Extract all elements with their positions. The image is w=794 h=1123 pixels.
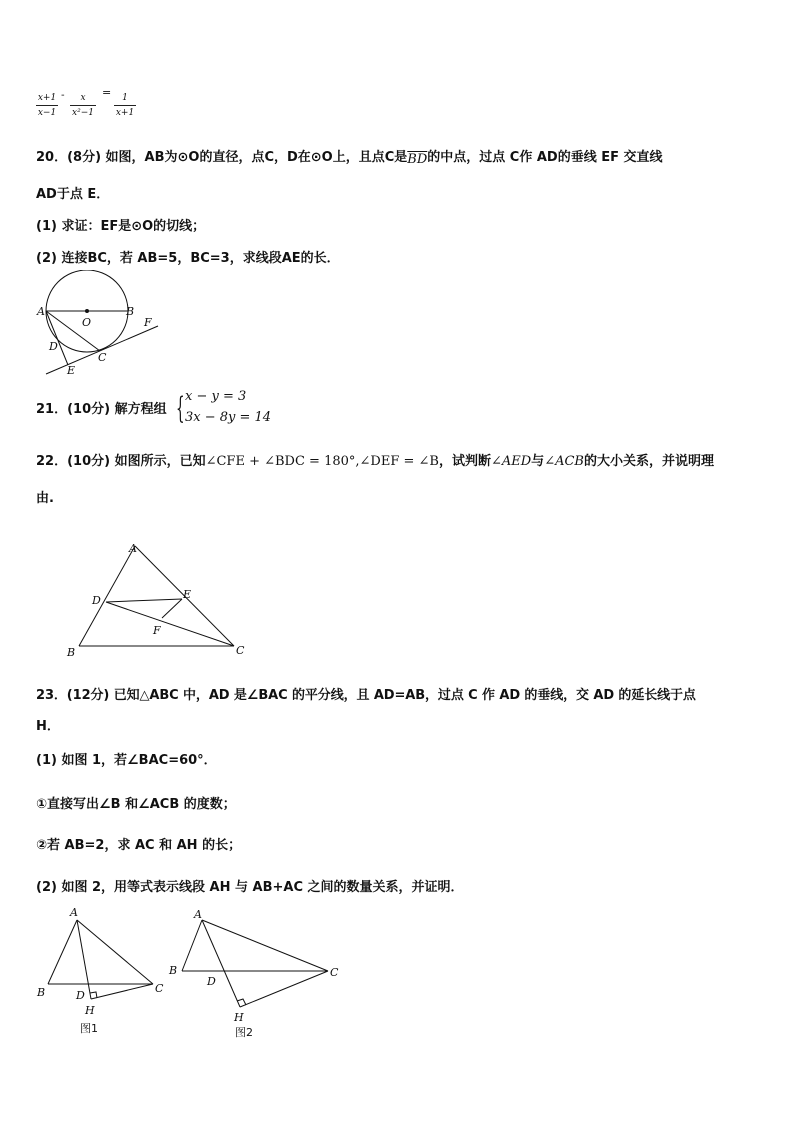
side-ac <box>77 920 153 984</box>
label-b: B <box>169 964 178 977</box>
label-e: E <box>67 364 76 377</box>
fraction-2-denominator: x²−1 <box>72 108 94 118</box>
q23-part1: (1) 如图 1，若∠BAC=60°． <box>36 753 217 768</box>
label-c: C <box>330 966 339 979</box>
minus-sign: - <box>61 90 65 101</box>
fraction-equation <box>36 86 146 124</box>
label-a: A <box>129 542 137 555</box>
q21-equation-1: x − y = 3 <box>185 389 247 404</box>
q22-line1-end: 的大小关系，并说明理 <box>583 454 714 469</box>
fraction-1-denominator: x−1 <box>37 108 57 118</box>
q22-line1-start: 22．(10分) 如图所示，已知 <box>36 454 206 469</box>
q20-line1-end: 的中点，过点 C作 AD的垂线 EF 交直线 <box>427 150 663 165</box>
q22-angle-aed: ∠AED <box>490 454 532 469</box>
equals-sign: = <box>102 86 112 99</box>
line-ef <box>46 326 158 374</box>
segment-ef <box>162 599 182 618</box>
q20-line1 <box>36 148 663 168</box>
fraction-1-numerator: x+1 <box>37 93 57 103</box>
side-ab <box>48 920 77 984</box>
segment-dc <box>106 602 234 646</box>
q23-figure-2 <box>162 904 352 1044</box>
q22-yu: 与 <box>531 454 545 469</box>
label-f: F <box>144 316 152 329</box>
label-a: A <box>70 906 78 919</box>
fraction-2-numerator: x <box>80 93 86 103</box>
fraction-3-numerator: 1 <box>122 93 128 103</box>
label-c: C <box>155 982 164 995</box>
q20-line2: AD于点 E． <box>36 187 110 202</box>
q23-line2: H． <box>36 719 60 734</box>
q21-system <box>176 389 276 433</box>
label-d: D <box>207 975 216 988</box>
q23-figure-1 <box>32 904 172 1044</box>
label-c: C <box>236 644 245 657</box>
label-e: E <box>183 588 192 601</box>
q23-sub1: ①直接写出∠B 和∠ACB 的度数； <box>36 797 236 812</box>
q22-figure <box>62 536 262 660</box>
q22-line1 <box>36 452 714 472</box>
label-d: D <box>49 340 58 353</box>
q20-arc-bd: $\overline{BD}$ <box>407 152 428 167</box>
figure-1-caption: 图1 <box>80 1022 98 1035</box>
segment-de <box>106 599 182 602</box>
system-brace: { <box>176 391 185 426</box>
label-o: O <box>82 316 92 329</box>
label-f: F <box>153 624 161 637</box>
q22-line2: 由. <box>36 491 54 506</box>
segment-ah <box>77 920 91 999</box>
q23-part2: (2) 如图 2，用等式表示线段 AH 与 AB+AC 之间的数量关系，并证明． <box>36 880 464 895</box>
side-ab <box>182 920 202 971</box>
q21-equation-2: 3x − 8y = 14 <box>185 410 272 425</box>
side-ab <box>79 546 135 646</box>
label-b: B <box>67 646 76 659</box>
label-b: B <box>37 986 46 999</box>
q22-angle-acb: ∠ACB <box>544 454 584 469</box>
q20-figure <box>30 270 170 382</box>
q23-line1: 23．(12分) 已知△ABC 中，AD 是∠BAC 的平分线，且 AD=AB，过点 C 作 AD 的垂线，交 AD 的延长线于点 <box>36 688 696 703</box>
q23-sub2: ②若 AB=2，求 AC 和 AH 的长； <box>36 838 242 853</box>
figure-2-caption: 图2 <box>235 1026 253 1039</box>
segment-ch <box>240 971 328 1007</box>
q22-condition: ∠CFE + ∠BDC = 180°,∠DEF = ∠B <box>205 454 439 469</box>
q22-line1-mid: ，试判断 <box>438 454 491 469</box>
fraction-3 <box>114 92 136 119</box>
label-h: H <box>85 1004 95 1017</box>
fraction-2 <box>70 92 96 119</box>
q20-part1: (1) 求证：EF是⊙O的切线； <box>36 219 206 234</box>
label-d: D <box>76 989 85 1002</box>
fraction-1 <box>36 92 58 119</box>
label-b: B <box>126 305 135 318</box>
segment-ch <box>91 984 153 999</box>
label-d: D <box>92 594 101 607</box>
label-c: C <box>98 351 107 364</box>
fraction-3-denominator: x+1 <box>115 108 135 118</box>
q20-line1-start: 20．(8分) 如图，AB为⊙O的直径，点C，D在⊙O上，且点C是 <box>36 150 408 165</box>
center-point-o <box>85 309 89 313</box>
label-a: A <box>37 305 45 318</box>
label-a: A <box>194 908 202 921</box>
q21-text: 21．(10分) 解方程组 <box>36 402 167 417</box>
label-h: H <box>234 1011 244 1024</box>
q20-part2: (2) 连接BC，若 AB=5，BC=3，求线段AE的长． <box>36 251 340 266</box>
